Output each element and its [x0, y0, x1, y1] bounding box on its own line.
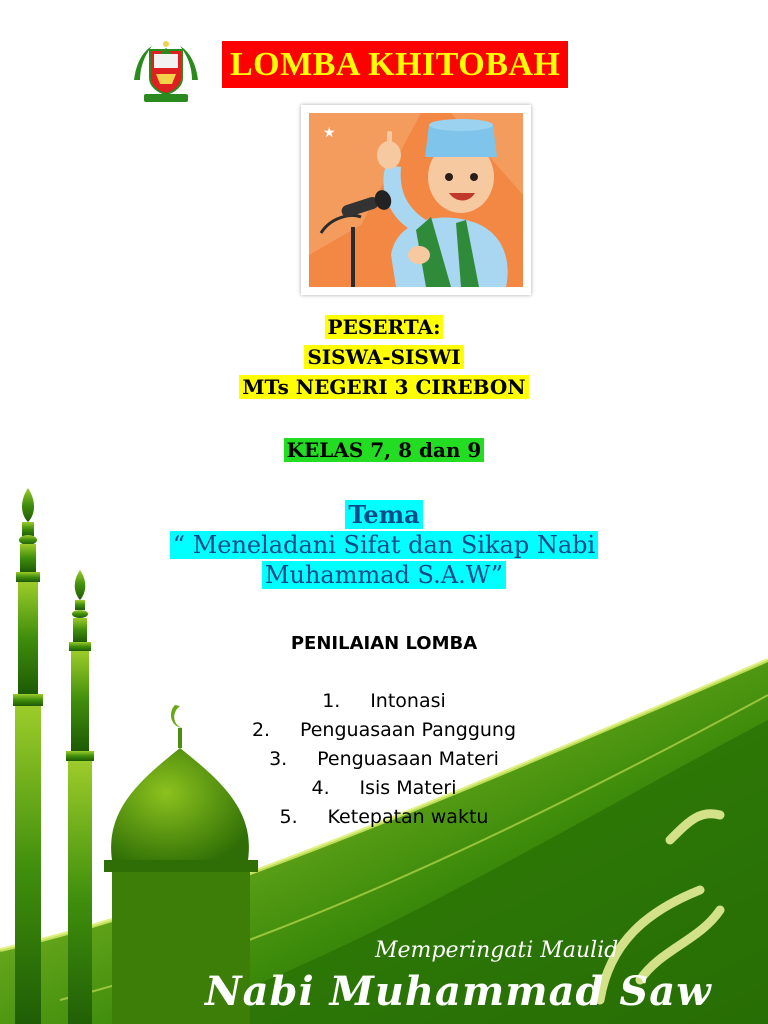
assessment-item-label: Isis Materi	[359, 777, 457, 799]
footer-title: Nabi Muhammad Saw	[205, 968, 712, 1015]
assessment-item-number: 5.	[279, 806, 298, 828]
grades-text: KELAS 7, 8 dan 9	[284, 438, 485, 462]
speaker-boy-illustration	[301, 105, 531, 295]
school-logo	[130, 36, 202, 104]
theme-line-1: “ Meneladani Sifat dan Sikap Nabi	[170, 531, 598, 559]
assessment-item-number: 3.	[269, 748, 288, 770]
theme-line-2: Muhammad S.A.W”	[262, 561, 506, 589]
page-title: LOMBA KHITOBAH	[222, 41, 568, 88]
participants-label: PESERTA:	[325, 315, 444, 339]
grades-block	[0, 435, 768, 465]
assessment-item	[0, 803, 768, 832]
assessment-item-number: 4.	[311, 777, 330, 799]
assessment-item	[0, 716, 768, 745]
assessment-title: PENILAIAN LOMBA	[290, 633, 478, 654]
svg-text:★: ★	[323, 125, 336, 141]
assessment-item-number: 2.	[251, 719, 271, 741]
theme-label: Tema	[345, 500, 422, 529]
assessment-item-label: Penguasaan Panggung	[299, 719, 517, 741]
assessment-list	[0, 687, 768, 832]
assessment-item-label: Ketepatan waktu	[327, 806, 489, 828]
footer-subtitle: Memperingati Maulid	[375, 938, 619, 963]
assessment-item	[0, 745, 768, 774]
participants-line-1: SISWA-SISWI	[304, 345, 463, 369]
assessment-item-label: Penguasaan Materi	[317, 748, 499, 770]
assessment-item	[0, 687, 768, 716]
participants-line-2: MTs NEGERI 3 CIREBON	[239, 375, 528, 399]
assessment-item-label: Intonasi	[370, 690, 446, 712]
assessment-item-number: 1.	[322, 690, 341, 712]
participants-block	[0, 312, 768, 402]
illustration-frame	[301, 105, 531, 295]
theme-block	[0, 500, 768, 590]
assessment-item	[0, 774, 768, 803]
